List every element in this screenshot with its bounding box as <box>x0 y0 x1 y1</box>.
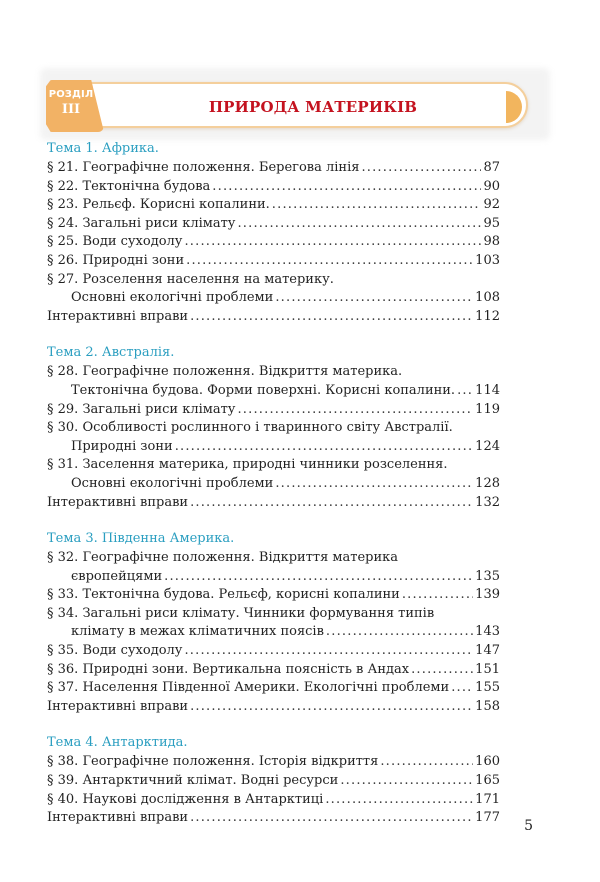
dot-leader <box>175 438 473 457</box>
topic-title[interactable]: Тема 3. Південна Америка. <box>47 531 235 547</box>
toc-entry-line <box>47 159 500 178</box>
chapter-title: ПРИРОДА МАТЕРИКІВ <box>208 98 418 116</box>
toc-page-number: 160 <box>475 754 500 770</box>
toc-entry-line <box>47 772 500 791</box>
toc-entry[interactable] <box>47 791 500 810</box>
toc-entry-line <box>47 178 500 197</box>
dot-leader <box>402 586 473 605</box>
topic-title[interactable]: Тема 4. Антарктида. <box>47 735 188 751</box>
toc-entry-line <box>47 549 500 568</box>
toc-page-number: 132 <box>475 494 500 510</box>
toc-entry-text: § 37. Населення Південної Америки. Екологічні проблеми <box>47 680 450 696</box>
topic-section <box>47 734 500 827</box>
toc-entry-line <box>47 605 500 624</box>
toc-entry-line <box>47 363 500 382</box>
toc-page-number: 112 <box>475 308 500 324</box>
toc-entry-text: § 28. Географічне положення. Відкриття материка. <box>47 364 403 380</box>
toc-entry[interactable] <box>47 661 500 680</box>
toc-entry-text: європейцями <box>71 568 163 584</box>
topic-section <box>47 530 500 716</box>
toc-entry[interactable] <box>47 252 500 271</box>
dot-leader <box>451 679 473 698</box>
toc-entry-text: Інтерактивні вправи <box>47 308 189 324</box>
toc-entry[interactable] <box>47 494 500 513</box>
banner-half-circle-icon <box>506 91 522 123</box>
toc-entry-line <box>47 698 500 717</box>
toc-entry-line <box>47 623 500 642</box>
dot-leader <box>275 475 473 494</box>
toc-entry-text: Основні екологічні проблеми <box>71 475 274 491</box>
toc-entry-line <box>47 642 500 661</box>
topic-section <box>47 140 500 326</box>
dot-leader <box>184 642 473 661</box>
toc-entry-text: § 36. Природні зони. Вертикальна поясність в Андах <box>47 661 410 677</box>
toc-entry[interactable] <box>47 159 500 178</box>
dot-leader <box>212 178 481 197</box>
toc-page-number: 103 <box>475 252 500 268</box>
toc-entry[interactable] <box>47 679 500 698</box>
dot-leader <box>457 382 473 401</box>
dot-leader <box>186 252 473 271</box>
banner-bar <box>88 82 528 128</box>
toc-entry-line <box>47 568 500 587</box>
table-of-contents <box>47 140 500 846</box>
toc-entry-line <box>47 196 500 215</box>
toc-page-number: 114 <box>475 382 500 398</box>
toc-page-number: 87 <box>483 160 500 175</box>
toc-entry-text: § 32. Географічне положення. Відкриття материка <box>47 550 399 566</box>
section-number: III <box>61 102 81 117</box>
toc-entry-line <box>47 809 500 828</box>
toc-entry-text: § 25. Води суходолу <box>47 234 183 250</box>
toc-entry-line <box>47 252 500 271</box>
toc-entry-line <box>47 494 500 513</box>
toc-entry-text: § 39. Антарктичний клімат. Водні ресурси <box>47 773 339 789</box>
toc-entry-line <box>47 308 500 327</box>
page-number: 5 <box>524 818 533 834</box>
toc-entry-line <box>47 438 500 457</box>
toc-entry-text: § 40. Наукові дослідження в Антарктиці <box>47 791 324 807</box>
toc-entry[interactable] <box>47 271 500 308</box>
toc-page-number: 124 <box>475 438 500 454</box>
section-label: РОЗДІЛ <box>48 89 94 100</box>
toc-entry-text: § 27. Розселення населення на материку. <box>47 271 334 287</box>
toc-entry[interactable] <box>47 308 500 327</box>
toc-entry-text: § 24. Загальні риси клімату <box>47 215 236 231</box>
dot-leader <box>237 215 481 234</box>
toc-entry-text: § 38. Географічне положення. Історія відкриття <box>47 754 379 770</box>
toc-entry[interactable] <box>47 215 500 234</box>
toc-entry[interactable] <box>47 419 500 456</box>
dot-leader <box>184 233 481 252</box>
toc-entry-line <box>47 753 500 772</box>
toc-page-number: 171 <box>475 791 500 807</box>
dot-leader <box>190 308 473 327</box>
toc-entry-line <box>47 456 500 475</box>
toc-page-number: 108 <box>475 290 500 306</box>
toc-page-number: 128 <box>475 475 500 491</box>
toc-entry[interactable] <box>47 178 500 197</box>
toc-entry-text: Основні екологічні проблеми <box>71 290 274 306</box>
toc-entry-line <box>47 401 500 420</box>
dot-leader <box>411 661 473 680</box>
toc-entry-text: Тектонічна будова. Форми поверхні. Корисні копалини. <box>71 382 456 398</box>
toc-entry-text: Інтерактивні вправи <box>47 698 189 714</box>
toc-entry-line <box>47 475 500 494</box>
toc-page-number: 92 <box>483 197 500 213</box>
toc-entry-line <box>47 679 500 698</box>
toc-entry[interactable] <box>47 753 500 772</box>
toc-entry-line <box>47 419 500 438</box>
topic-title[interactable]: Тема 2. Австралія. <box>47 345 175 361</box>
dot-leader <box>340 772 473 791</box>
dot-leader <box>190 809 473 828</box>
toc-entry-text: клімату в межах кліматичних поясів <box>71 624 324 640</box>
toc-entry-text: § 30. Особливості рослинного і тваринного світу Австралії. <box>47 420 453 436</box>
toc-entry-text: Інтерактивні вправи <box>47 810 189 826</box>
dot-leader <box>275 289 473 308</box>
toc-entry-line <box>47 233 500 252</box>
toc-entry-line <box>47 271 500 290</box>
dot-leader <box>237 401 473 420</box>
toc-entry[interactable] <box>47 549 500 586</box>
toc-page-number: 155 <box>475 680 500 696</box>
dot-leader <box>325 791 473 810</box>
dot-leader <box>164 568 473 587</box>
toc-entry-line <box>47 661 500 680</box>
dot-leader <box>380 753 473 772</box>
toc-entry[interactable] <box>47 233 500 252</box>
toc-entry-text: § 31. Заселення материка, природні чинники розселення. <box>47 457 448 473</box>
toc-page-number: 119 <box>475 401 500 417</box>
toc-entry-line <box>47 791 500 810</box>
toc-entry[interactable] <box>47 698 500 717</box>
chapter-banner <box>48 80 528 128</box>
toc-entry-text: § 34. Загальні риси клімату. Чинники формування типів <box>47 605 435 621</box>
toc-entry[interactable] <box>47 642 500 661</box>
toc-page-number: 139 <box>475 587 500 603</box>
toc-page-number: 147 <box>475 643 500 659</box>
toc-page-number: 143 <box>475 624 500 640</box>
dot-leader <box>326 623 473 642</box>
toc-entry-text: § 35. Води суходолу <box>47 643 183 659</box>
toc-page-number: 151 <box>475 661 500 677</box>
dot-leader <box>361 159 481 178</box>
toc-page-number: 158 <box>475 698 500 714</box>
toc-entry-text: § 22. Тектонічна будова <box>47 178 211 194</box>
toc-entry[interactable] <box>47 586 500 605</box>
dot-leader <box>190 698 473 717</box>
toc-entry[interactable] <box>47 809 500 828</box>
toc-entry-line <box>47 382 500 401</box>
toc-page-number: 90 <box>483 178 500 194</box>
toc-entry-text: Природні зони <box>71 438 173 454</box>
toc-entry-text: § 26. Природні зони <box>47 252 185 268</box>
toc-page-number: 98 <box>483 234 500 250</box>
topic-section <box>47 344 500 512</box>
toc-entry[interactable] <box>47 456 500 493</box>
toc-entry[interactable] <box>47 401 500 420</box>
toc-page-number: 177 <box>475 810 500 826</box>
toc-page-number: 165 <box>475 773 500 789</box>
toc-entry-text: § 33. Тектонічна будова. Рельєф, корисні копалини <box>47 587 400 603</box>
toc-entry-line <box>47 215 500 234</box>
dot-leader <box>190 494 473 513</box>
toc-entry-text: Інтерактивні вправи <box>47 494 189 510</box>
toc-page-number: 135 <box>475 568 500 584</box>
toc-entry[interactable] <box>47 363 500 400</box>
toc-entry-text: § 29. Загальні риси клімату <box>47 401 236 417</box>
toc-entry-line <box>47 586 500 605</box>
toc-entry-text: § 23. Рельєф. Корисні копалини. <box>47 197 270 213</box>
toc-entry-text: § 21. Географічне положення. Берегова лінія <box>47 160 360 175</box>
dot-leader <box>272 196 482 215</box>
toc-entry[interactable] <box>47 605 500 642</box>
toc-entry[interactable] <box>47 196 500 215</box>
toc-entry[interactable] <box>47 772 500 791</box>
toc-page-number: 95 <box>483 215 500 231</box>
toc-entry-line <box>47 289 500 308</box>
topic-title[interactable]: Тема 1. Африка. <box>47 141 159 156</box>
